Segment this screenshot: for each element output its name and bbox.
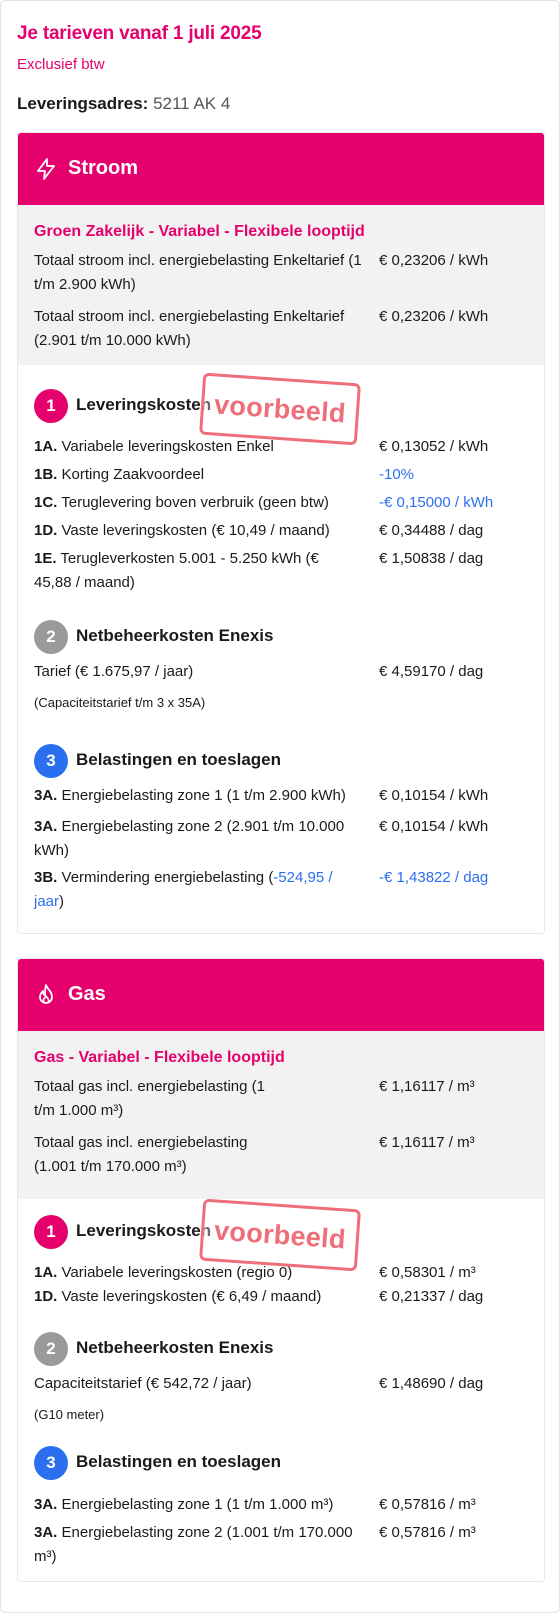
section-title: Belastingen en toeslagen bbox=[76, 1452, 281, 1471]
row-value: € 4,59170 / dag bbox=[379, 663, 484, 680]
lightning-icon bbox=[34, 157, 58, 181]
page-subtitle: Exclusief btw bbox=[17, 56, 105, 73]
section-number-badge: 3 bbox=[34, 1446, 68, 1480]
section-number-badge: 1 bbox=[34, 389, 68, 423]
stroom-header bbox=[18, 133, 544, 205]
row-code: 1E. bbox=[34, 550, 57, 567]
section-number-badge: 2 bbox=[34, 1332, 68, 1366]
section-title: Leveringskosten bbox=[76, 395, 212, 414]
tariff-row bbox=[34, 1493, 530, 1517]
summary-label: Totaal stroom incl. energiebelasting Enkeltarief (1 t/m 2.900 kWh) bbox=[34, 252, 362, 293]
summary-label: Totaal gas incl. energiebelasting (1.001 t/m 170.000 m³) bbox=[34, 1134, 248, 1175]
delivery-address bbox=[17, 94, 230, 114]
address-value: 5211 AK 4 bbox=[153, 94, 231, 113]
section-number-badge: 2 bbox=[34, 620, 68, 654]
row-label-amount: -524,95 / jaar bbox=[34, 869, 333, 910]
address-label: Leveringsadres: bbox=[17, 94, 149, 113]
row-label: Teruglevering boven verbruik (geen btw) bbox=[61, 494, 329, 511]
summary-row bbox=[34, 249, 530, 297]
voorbeeld-stamp: voorbeeld bbox=[199, 1199, 361, 1272]
page-title: Je tarieven vanaf 1 juli 2025 bbox=[17, 23, 262, 44]
row-code: 1A. bbox=[34, 438, 58, 455]
row-code: 3A. bbox=[34, 787, 58, 804]
row-label: Energiebelasting zone 2 (1.001 t/m 170.000 m³) bbox=[34, 1524, 353, 1565]
summary-row bbox=[34, 1075, 530, 1123]
row-value: € 0,58301 / m³ bbox=[379, 1264, 476, 1281]
row-note: (Capaciteitstarief t/m 3 x 35A) bbox=[34, 695, 206, 710]
row-label: Korting Zaakvoordeel bbox=[61, 466, 205, 483]
row-value: € 0,57816 / m³ bbox=[379, 1496, 476, 1513]
section-title: Belastingen en toeslagen bbox=[76, 750, 281, 769]
row-label: Vaste leveringskosten (€ 6,49 / maand) bbox=[61, 1288, 322, 1305]
row-label: Capaciteitstarief (€ 542,72 / jaar) bbox=[34, 1375, 252, 1392]
row-label: Energiebelasting zone 1 (1 t/m 2.900 kWh) bbox=[61, 787, 346, 804]
tariff-row bbox=[34, 547, 530, 595]
row-value: -€ 0,15000 / kWh bbox=[379, 494, 494, 511]
row-code: 3A. bbox=[34, 818, 58, 835]
row-code: 3B. bbox=[34, 869, 58, 886]
stroom-card bbox=[17, 132, 545, 934]
row-value: -10% bbox=[379, 466, 415, 483]
row-code: 1B. bbox=[34, 466, 58, 483]
row-label: Energiebelasting zone 1 (1 t/m 1.000 m³) bbox=[61, 1496, 334, 1513]
row-value: € 0,57816 / m³ bbox=[379, 1524, 476, 1541]
row-value: € 0,13052 / kWh bbox=[379, 438, 489, 455]
row-label: Variabele leveringskosten (regio 0) bbox=[61, 1264, 293, 1281]
summary-value: € 1,16117 / m³ bbox=[379, 1134, 475, 1151]
row-code: 3A. bbox=[34, 1496, 58, 1513]
gas-product-name: Gas - Variabel - Flexibele looptijd bbox=[34, 1049, 285, 1066]
stroom-summary bbox=[18, 205, 544, 365]
row-code: 1D. bbox=[34, 522, 58, 539]
tariff-row bbox=[34, 519, 530, 543]
summary-label: Totaal stroom incl. energiebelasting Enkeltarief (2.901 t/m 10.000 kWh) bbox=[34, 308, 345, 349]
row-label: Tarief (€ 1.675,97 / jaar) bbox=[34, 663, 194, 680]
section-title: Netbeheerkosten Enexis bbox=[76, 1338, 274, 1357]
row-label: Vermindering energiebelasting ( bbox=[61, 869, 274, 886]
row-label: Energiebelasting zone 2 (2.901 t/m 10.000 kWh) bbox=[34, 818, 345, 859]
section-title: Leveringskosten bbox=[76, 1221, 212, 1240]
row-value: € 0,10154 / kWh bbox=[379, 787, 489, 804]
tariff-row bbox=[34, 815, 530, 863]
section-number-badge: 3 bbox=[34, 744, 68, 778]
flame-icon bbox=[34, 983, 58, 1007]
summary-value: € 1,16117 / m³ bbox=[379, 1078, 475, 1095]
gas-title: Gas bbox=[68, 983, 106, 1005]
tariff-row bbox=[34, 463, 530, 487]
row-code: 3A. bbox=[34, 1524, 58, 1541]
row-code: 1A. bbox=[34, 1264, 58, 1281]
row-value: € 0,10154 / kWh bbox=[379, 818, 489, 835]
summary-label: Totaal gas incl. energiebelasting (1 t/m 1.000 m³) bbox=[34, 1078, 265, 1119]
tariff-row bbox=[34, 784, 530, 808]
stroom-title: Stroom bbox=[68, 157, 138, 179]
summary-row bbox=[34, 305, 530, 353]
tariff-row bbox=[34, 1521, 530, 1569]
row-label: Variabele leveringskosten Enkel bbox=[61, 438, 274, 455]
row-value: € 1,48690 / dag bbox=[379, 1375, 484, 1392]
row-code: 1D. bbox=[34, 1288, 58, 1305]
gas-summary bbox=[18, 1031, 544, 1199]
row-value: -€ 1,43822 / dag bbox=[379, 869, 489, 886]
voorbeeld-stamp: voorbeeld bbox=[199, 373, 361, 446]
gas-header bbox=[18, 959, 544, 1031]
row-label: Vaste leveringskosten (€ 10,49 / maand) bbox=[61, 522, 330, 539]
section-number-badge: 1 bbox=[34, 1215, 68, 1249]
row-label-end: ) bbox=[59, 893, 65, 910]
summary-row bbox=[34, 1131, 530, 1179]
gas-card bbox=[17, 958, 545, 1582]
tariff-row bbox=[34, 660, 530, 684]
tariff-row bbox=[34, 1372, 530, 1396]
row-value: € 1,50838 / dag bbox=[379, 550, 484, 567]
row-label: Terugleverkosten 5.001 - 5.250 kWh (€ 45,88 / maand) bbox=[34, 550, 319, 591]
stroom-product-name: Groen Zakelijk - Variabel - Flexibele looptijd bbox=[34, 223, 365, 240]
summary-value: € 0,23206 / kWh bbox=[379, 252, 489, 269]
tariff-row bbox=[34, 1285, 530, 1309]
tariff-row bbox=[34, 866, 530, 914]
row-value: € 0,34488 / dag bbox=[379, 522, 484, 539]
section-title: Netbeheerkosten Enexis bbox=[76, 626, 274, 645]
row-code: 1C. bbox=[34, 494, 58, 511]
row-value: € 0,21337 / dag bbox=[379, 1288, 484, 1305]
summary-value: € 0,23206 / kWh bbox=[379, 308, 489, 325]
row-note: (G10 meter) bbox=[34, 1407, 105, 1422]
tariff-row bbox=[34, 491, 530, 515]
